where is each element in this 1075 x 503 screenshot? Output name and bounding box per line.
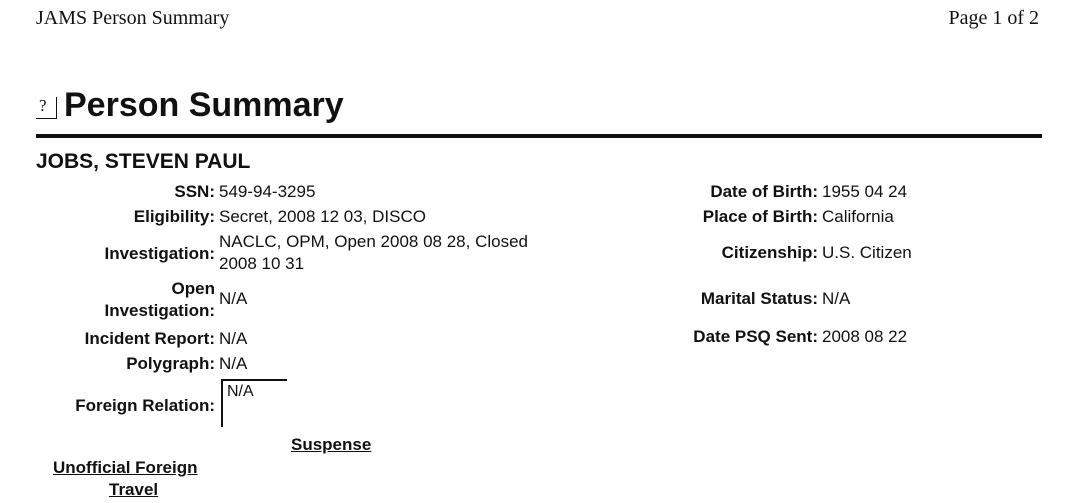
person-name: JOBS, STEVEN PAUL (36, 150, 251, 173)
ssn-label: SSN: (174, 182, 215, 201)
foreign-travel-section-link-line1[interactable]: Unofficial Foreign (53, 458, 198, 477)
foreign-relation-box-top (221, 379, 287, 381)
foreign-relation-label: Foreign Relation: (75, 396, 215, 415)
place-of-birth-value: California (822, 207, 894, 226)
citizenship-value: U.S. Citizen (822, 243, 912, 262)
open-investigation-value: N/A (219, 289, 248, 308)
date-of-birth-label: Date of Birth: (710, 182, 818, 201)
page-title: Person Summary (64, 86, 344, 124)
help-icon-underline (36, 118, 56, 119)
open-investigation-label-line1: Open (171, 279, 215, 298)
polygraph-value: N/A (219, 354, 248, 373)
help-icon[interactable] (36, 96, 56, 118)
eligibility-label: Eligibility: (133, 207, 215, 226)
date-psq-sent-value: 2008 08 22 (822, 327, 908, 346)
foreign-travel-section-link-line2[interactable]: Travel (109, 480, 159, 499)
citizenship-label: Citizenship: (721, 243, 818, 262)
open-investigation-label-line2: Investigation: (104, 301, 215, 320)
marital-status-label: Marital Status: (700, 289, 818, 308)
eligibility-value: Secret, 2008 12 03, DISCO (219, 207, 426, 226)
title-divider (36, 134, 1042, 138)
investigation-value-line2: 2008 10 31 (219, 254, 305, 273)
suspense-section-link[interactable]: Suspense (291, 435, 372, 454)
marital-status-value: N/A (822, 289, 851, 308)
incident-report-label: Incident Report: (84, 329, 215, 348)
polygraph-label: Polygraph: (126, 354, 215, 373)
place-of-birth-label: Place of Birth: (702, 207, 818, 226)
foreign-relation-value: N/A (227, 383, 254, 400)
foreign-relation-box-left (221, 379, 223, 427)
investigation-value-line1: NACLC, OPM, Open 2008 08 28, Closed (219, 232, 528, 251)
help-icon-glyph: ? (39, 96, 47, 115)
incident-report-value: N/A (219, 329, 248, 348)
document-header-title: JAMS Person Summary (36, 7, 230, 29)
help-icon-border (56, 97, 57, 119)
ssn-value: 549-94-3295 (219, 182, 316, 201)
page-number: Page 1 of 2 (948, 7, 1039, 29)
date-of-birth-value: 1955 04 24 (822, 182, 908, 201)
date-psq-sent-label: Date PSQ Sent: (693, 327, 818, 346)
investigation-label: Investigation: (104, 244, 215, 263)
